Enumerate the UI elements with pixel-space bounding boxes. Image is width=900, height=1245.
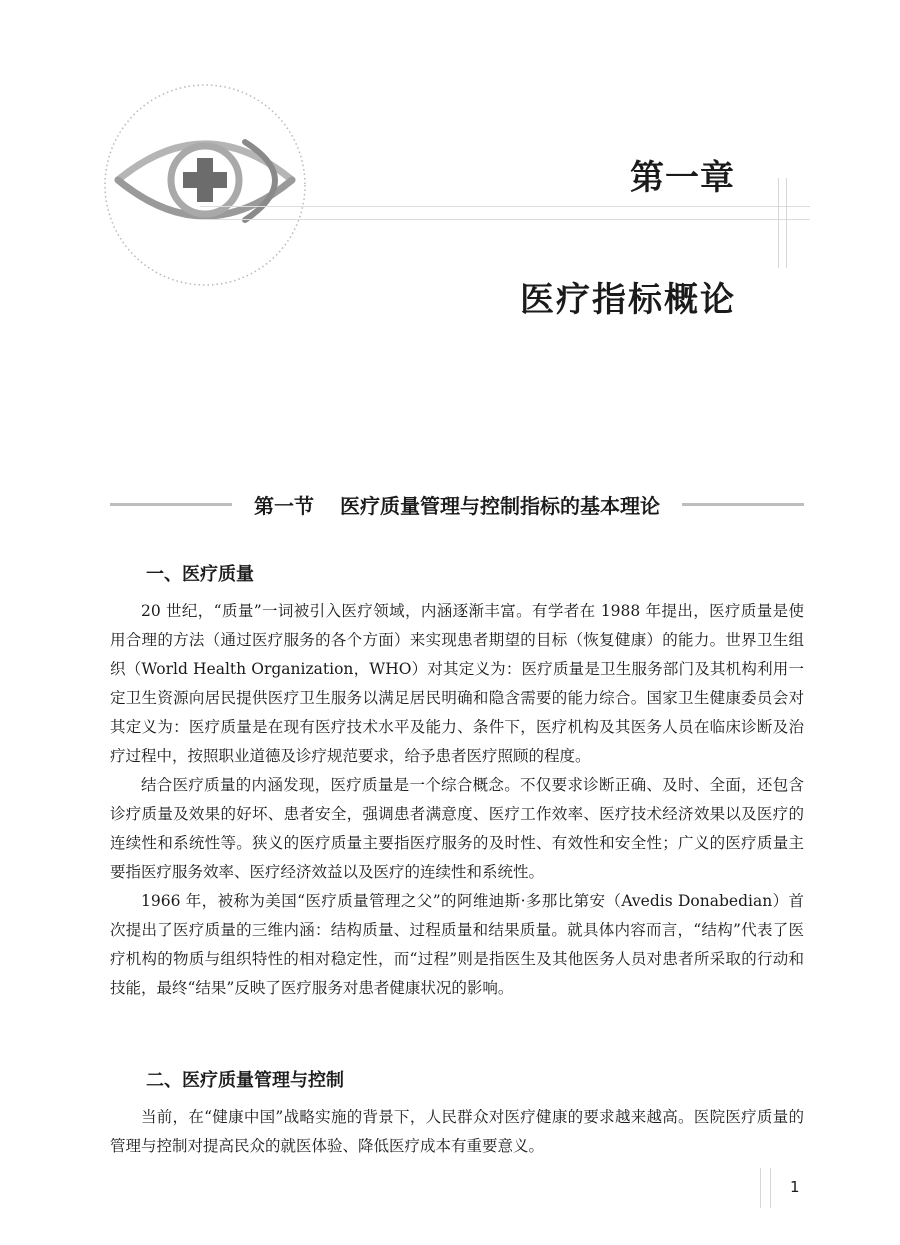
paragraph: 20 世纪，“质量”一词被引入医疗领域，内涵逐渐丰富。有学者在 1988 年提出，医疗质量是使用合理的方法（通过医疗服务的各个方面）来实现患者期望的目标（恢复健康）的能力。世界卫生组织（World Health Organization，WHO）对其定义为：医疗质量是卫生服务部门及其机构利用一定卫生资源向居民提供医疗卫生服务以满足居民明确和隐含需要的能力综合。国家卫生健康委员会对其定义为：医疗质量是在现有医疗技术水平及能力、条件下，医疗机构及其医务人员在临床诊断及治疗过程中，按照职业道德及诊疗规范要求，给予患者医疗照顾的程度。 [110, 602, 804, 765]
paragraph: 1966 年，被称为美国“医疗质量管理之父”的阿维迪斯·多那比第安（Avedis Donabedian）首次提出了医疗质量的三维内涵：结构质量、过程质量和结果质量。就具体内容而言，“结构”代表了医疗机构的物质与组织特性的相对稳定性，而“过程”则是指医生及其他医务人员对患者所采取的行动和技能，最终“结果”反映了医疗服务对患者健康状况的影响。 [110, 892, 804, 997]
chapter-title: 医疗指标概论 [520, 280, 736, 320]
subsection-heading-1: 一、医疗质量 [146, 564, 254, 585]
page-number: 1 [790, 1178, 800, 1196]
chapter-label: 第一章 [630, 158, 735, 198]
section-heading-text [232, 490, 682, 519]
medical-eye-cross-icon [100, 80, 310, 290]
subsection-body-1 [110, 597, 804, 1003]
footer-rule [770, 1168, 771, 1208]
subsection-heading-2: 二、医疗质量管理与控制 [146, 1070, 344, 1091]
chapter-rule-top [200, 206, 810, 207]
section-title: 医疗质量管理与控制指标的基本理论 [340, 493, 660, 518]
paragraph: 结合医疗质量的内涵发现，医疗质量是一个综合概念。不仅要求诊断正确、及时、全面，还包含诊疗质量及效果的好坏、患者安全，强调患者满意度、医疗工作效率、医疗技术经济效果以及医疗的连续性和系统性等。狭义的医疗质量主要指医疗服务的及时性、有效性和安全性；广义的医疗质量主要指医疗服务效率、医疗经济效益以及医疗的连续性和系统性。 [110, 776, 804, 881]
subsection-body-2 [110, 1103, 804, 1161]
chapter-rule-bottom [200, 219, 810, 220]
paragraph: 当前，在“健康中国”战略实施的背景下，人民群众对医疗健康的要求越来越高。医院医疗质量的管理与控制对提高民众的就医体验、降低医疗成本有重要意义。 [110, 1108, 804, 1155]
footer-rule [760, 1168, 761, 1208]
section-heading [110, 484, 804, 524]
section-rule-right [682, 503, 804, 506]
section-number: 第一节 [254, 493, 314, 518]
section-rule-left [110, 503, 232, 506]
